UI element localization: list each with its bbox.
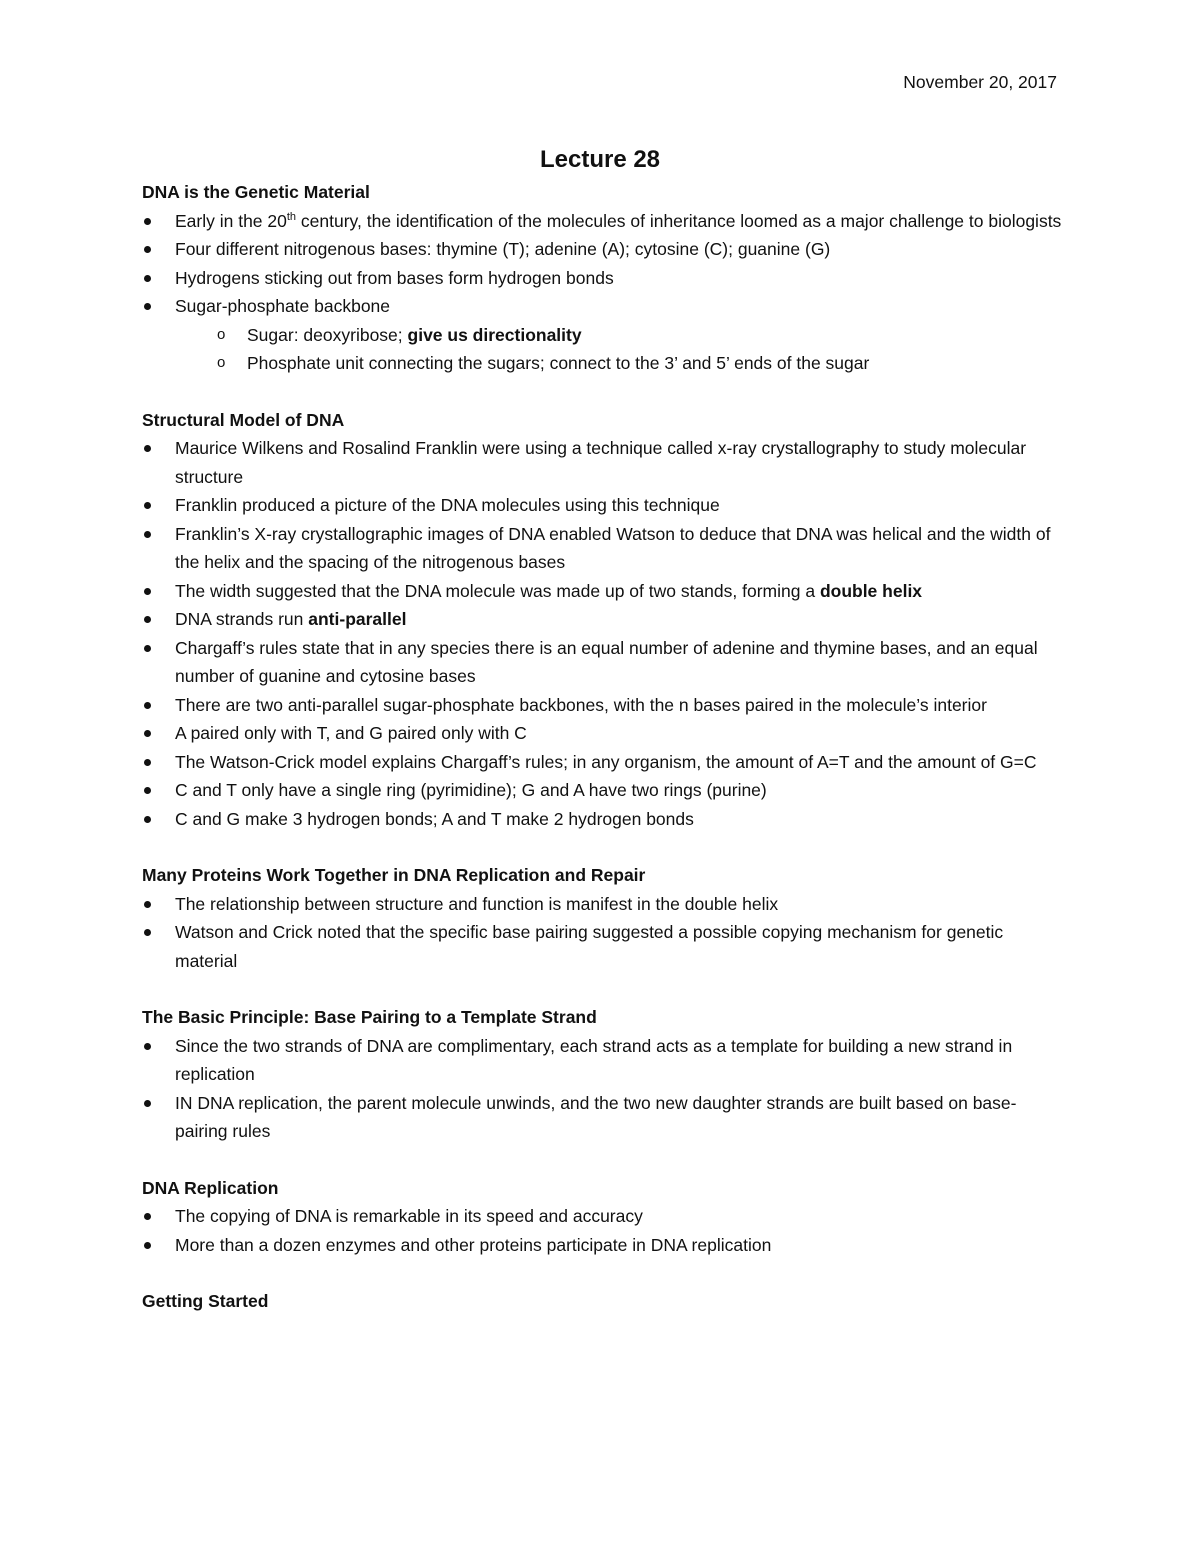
bullet-icon	[144, 787, 151, 794]
bullet-icon	[144, 588, 151, 595]
list-item	[142, 491, 1062, 520]
list-item	[142, 434, 1062, 491]
emphasis-text: anti-parallel	[308, 609, 407, 629]
list-item	[142, 1231, 1062, 1260]
list-item	[142, 520, 1062, 577]
bullet-icon	[144, 929, 151, 936]
section-heading: The Basic Principle: Base Pairing to a Template Strand	[142, 1007, 597, 1027]
section-getting-started	[142, 1287, 1062, 1316]
document-date: November 20, 2017	[903, 72, 1057, 92]
bullet-icon	[144, 759, 151, 766]
item-text: Since the two strands of DNA are complimentary, each strand acts as a template for building a new strand in replication	[175, 1035, 1013, 1084]
list-item	[142, 918, 1062, 975]
page-title: Lecture 28	[539, 146, 661, 173]
section-heading: DNA Replication	[142, 1177, 279, 1198]
bullet-icon	[144, 531, 151, 538]
bullet-icon	[144, 816, 151, 823]
item-text: Phosphate unit connecting the sugars; connect to the 3’ and 5’ ends of the sugar	[247, 353, 870, 373]
section-heading: Many Proteins Work Together in DNA Replication and Repair	[142, 865, 646, 885]
bullet-icon	[144, 616, 151, 623]
item-text: The width suggested that the DNA molecule was made up of two stands, forming a	[175, 580, 820, 601]
item-text: Watson and Crick noted that the specific base pairing suggested a possible copying mechanism for genetic material	[175, 922, 1004, 971]
item-text: Franklin’s X-ray crystallographic images of DNA enabled Watson to deduce that DNA was helical and the width of the helix and the spacing of the nitrogenous bases	[175, 523, 1051, 572]
section-proteins-replication	[142, 861, 1062, 975]
emphasis-text: give us directionality	[407, 324, 582, 345]
bullet-list	[142, 1202, 1062, 1259]
bullet-icon	[144, 1100, 151, 1107]
section-dna-replication	[142, 1174, 1062, 1260]
list-item	[142, 1089, 1062, 1146]
section-genetic-material	[142, 178, 1062, 378]
item-text: IN DNA replication, the parent molecule unwinds, and the two new daughter strands are built based on base-pairing rules	[175, 1092, 1017, 1141]
list-item	[142, 634, 1062, 691]
bullet-icon	[144, 1043, 151, 1050]
bullet-icon	[144, 645, 151, 652]
sub-bullet-icon: o	[217, 325, 226, 343]
item-text: Hydrogens sticking out from bases form hydrogen bonds	[175, 267, 614, 288]
list-item	[142, 691, 1062, 720]
list-item	[142, 292, 1062, 378]
list-item	[142, 1032, 1062, 1089]
item-text: C and G make 3 hydrogen bonds; A and T make 2 hydrogen bonds	[175, 808, 694, 829]
item-text: A paired only with T, and G paired only with C	[175, 723, 527, 743]
list-item	[142, 605, 1062, 634]
list-item	[142, 207, 1062, 236]
item-text: There are two anti-parallel sugar-phosphate backbones, with the n bases paired in the molecule’s interior	[175, 694, 987, 715]
item-text: Maurice Wilkens and Rosalind Franklin were using a technique called x-ray crystallography to study molecular structure	[175, 438, 1027, 487]
section-base-pairing	[142, 1003, 1062, 1146]
item-text: Sugar: deoxyribose;	[247, 324, 408, 345]
bullet-icon	[144, 218, 151, 225]
sub-list	[175, 321, 1062, 378]
bullet-icon	[144, 730, 151, 737]
item-text: Franklin produced a picture of the DNA molecules using this technique	[175, 495, 720, 515]
superscript: th	[286, 210, 297, 223]
list-item	[142, 748, 1062, 777]
list-item	[142, 805, 1062, 834]
bullet-icon	[144, 275, 151, 282]
section-structural-model	[142, 406, 1062, 834]
bullet-icon	[144, 1242, 151, 1249]
bullet-icon	[144, 303, 151, 310]
item-text: Four different nitrogenous bases: thymine (T); adenine (A); cytosine (C); guanine (G)	[175, 239, 831, 259]
list-item	[142, 235, 1062, 264]
bullet-icon	[144, 901, 151, 908]
bullet-list	[142, 1032, 1062, 1146]
document-body	[142, 178, 1062, 1316]
list-item	[142, 577, 1062, 606]
list-item	[142, 890, 1062, 919]
section-heading: DNA is the Genetic Material	[142, 182, 370, 202]
section-heading: Getting Started	[142, 1291, 269, 1311]
item-text: DNA strands run	[175, 609, 309, 629]
item-text: Early in the 20	[175, 210, 287, 231]
item-text: century, the identification of the molecules of inheritance loomed as a major challenge to biologists	[296, 210, 1062, 231]
sub-list-item	[175, 321, 1062, 350]
item-text: The Watson-Crick model explains Chargaff’s rules; in any organism, the amount of A=T and the amount of G=C	[175, 751, 1037, 772]
item-text: The relationship between structure and function is manifest in the double helix	[175, 893, 779, 914]
bullet-list	[142, 434, 1062, 833]
emphasis-text: double helix	[819, 580, 923, 601]
bullet-icon	[144, 502, 151, 509]
bullet-list	[142, 207, 1062, 378]
sub-bullet-icon: o	[217, 354, 226, 371]
bullet-icon	[144, 1213, 151, 1220]
bullet-icon	[144, 445, 151, 452]
sub-list-item	[175, 349, 1062, 378]
item-text: More than a dozen enzymes and other proteins participate in DNA replication	[175, 1234, 772, 1255]
bullet-icon	[144, 246, 151, 253]
section-heading: Structural Model of DNA	[142, 409, 345, 430]
item-text: C and T only have a single ring (pyrimidine); G and A have two rings (purine)	[175, 780, 767, 800]
list-item	[142, 264, 1062, 293]
item-text: Sugar-phosphate backbone	[175, 296, 391, 316]
bullet-list	[142, 890, 1062, 976]
list-item	[142, 776, 1062, 805]
bullet-icon	[144, 702, 151, 709]
list-item	[142, 1202, 1062, 1231]
item-text: The copying of DNA is remarkable in its speed and accuracy	[175, 1206, 643, 1226]
list-item	[142, 719, 1062, 748]
item-text: Chargaff’s rules state that in any species there is an equal number of adenine and thymine bases, and an equal number of guanine and cytosine bases	[175, 637, 1038, 686]
